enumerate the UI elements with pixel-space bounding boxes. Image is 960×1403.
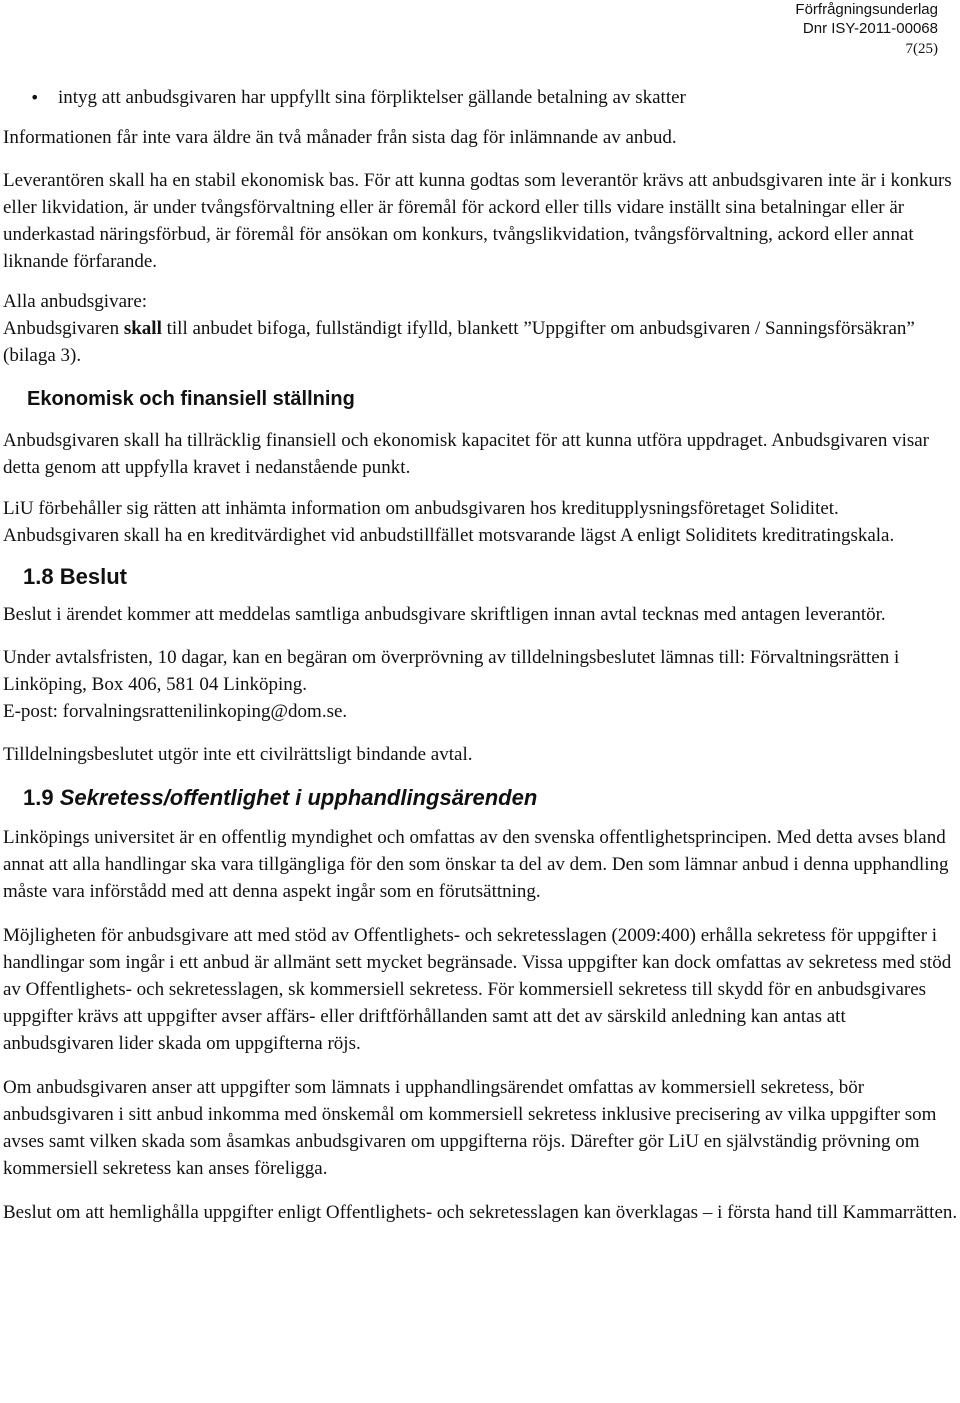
heading-ekonomisk: Ekonomisk och finansiell ställning xyxy=(27,388,355,410)
paragraph-beslut-2 xyxy=(3,644,958,725)
heading-sekretess-number: 1.9 xyxy=(23,785,54,810)
paragraph-ekonomisk-2: LiU förbehåller sig rätten att inhämta information om anbudsgivaren hos kreditupplysningsföretaget Soliditet. Anbudsgivaren skall ha en kreditvärdighet vid anbudstillfället motsvarande lägst A enligt Soliditets kreditratingskala. xyxy=(3,498,895,546)
paragraph-alla-anbudsgivare xyxy=(3,288,958,369)
alla-text-pre: Anbudsgivaren xyxy=(3,318,124,339)
bullet-text: intyg att anbudsgivaren har uppfyllt sina förpliktelser gällande betalning av skatter xyxy=(58,87,686,108)
paragraph-sekretess-1: Linköpings universitet är en offentlig myndighet och omfattas av den svenska offentlighetsprincipen. Med detta avses bland annat att alla handlingar ska vara tillgängliga för den som önskar ta del av dem. Den som lämnar anbud i denna upphandling måste vara införstådd med att denna aspekt ingår som en förutsättning. xyxy=(3,827,949,902)
heading-beslut xyxy=(23,563,958,591)
bullet-item xyxy=(30,84,958,111)
document-number: Dnr ISY-2011-00068 xyxy=(802,20,938,37)
page-header xyxy=(795,0,938,59)
heading-sekretess-text: Sekretess/offentlighet i upphandlingsärenden xyxy=(59,785,538,810)
heading-sekretess xyxy=(23,784,958,812)
paragraph-sekretess-4: Beslut om att hemlighålla uppgifter enligt Offentlighets- och sekretesslagen kan överklagas – i första hand till Kammarrätten. xyxy=(3,1202,958,1223)
heading-beslut-text: Beslut xyxy=(59,564,127,589)
page-number: 7(25) xyxy=(905,41,938,57)
bullet-icon: • xyxy=(30,88,40,107)
beslut-2-text: Under avtalsfristen, 10 dagar, kan en begäran om överprövning av tilldelningsbeslutet lämnas till: Förvaltningsrätten i Linköping, Box 406, 581 04 Linköping. xyxy=(3,647,900,695)
paragraph-leverantor: Leverantören skall ha en stabil ekonomisk bas. För att kunna godtas som leverantör krävs att anbudsgivaren inte är i konkurs eller likvidation, är under tvångsförvaltning eller är föremål för ackord eller tills vidare inställt sina betalningar eller är underkastad näringsförbud, är föremål för ansökan om konkurs, tvångslikvidation, tvångsförvaltning, ackord eller annat liknande förfarande. xyxy=(3,170,952,272)
paragraph-beslut-3: Tilldelningsbeslutet utgör inte ett civilrättsligt bindande avtal. xyxy=(3,744,473,765)
document-type: Förfrågningsunderlag xyxy=(795,1,938,18)
alla-text-bold: skall xyxy=(123,318,162,339)
paragraph-sekretess-2: Möjligheten för anbudsgivare att med stöd av Offentlighets- och sekretesslagen (2009:400) erhålla sekretess för uppgifter i handlingar som ingår i ett anbud är allmänt sett mycket begränsade. Vissa uppgifter kan dock omfattas av sekretess med stöd av Offentlighets- och sekretesslagen, sk kommersiell sekretess. För kommersiell sekretess till skydd för en anbudsgivares uppgifter krävs att uppgifter avser affärs- eller driftförhållanden samt att det av särskild anledning kan antas att anbudsgivaren lider skada om uppgifterna röjs. xyxy=(3,925,952,1054)
paragraph-beslut-1: Beslut i ärendet kommer att meddelas samtliga anbudsgivare skriftligen innan avtal tecknas med antagen leverantör. xyxy=(3,604,886,625)
beslut-2-email: E-post: forvalningsrattenilinkoping@dom.se. xyxy=(3,701,348,722)
paragraph-sekretess-3: Om anbudsgivaren anser att uppgifter som lämnats i upphandlingsärendet omfattas av kommersiell sekretess, bör anbudsgivaren i sitt anbud inkomma med önskemål om kommersiell sekretess inklusive precisering av vilka uppgifter som avses samt vilken skada som åsamkas anbudsgivaren om uppgifterna röjs. Därefter gör LiU en självständig prövning om kommersiell sekretess kan anses föreligga. xyxy=(3,1077,937,1179)
paragraph-ekonomisk-1: Anbudsgivaren skall ha tillräcklig finansiell och ekonomisk kapacitet för att kunna utföra uppdraget. Anbudsgivaren visar detta genom att uppfylla kravet i nedanstående punkt. xyxy=(3,430,929,478)
alla-text-post: till anbudet bifoga, fullständigt ifylld, blankett ”Uppgifter om anbudsgivaren / Sanningsförsäkran” (bilaga 3). xyxy=(3,318,915,366)
heading-beslut-number: 1.8 xyxy=(23,564,54,589)
alla-label: Alla anbudsgivare: xyxy=(3,291,148,312)
document-body xyxy=(3,84,958,1243)
paragraph-info: Informationen får inte vara äldre än två månader från sista dag för inlämnande av anbud. xyxy=(3,127,677,148)
